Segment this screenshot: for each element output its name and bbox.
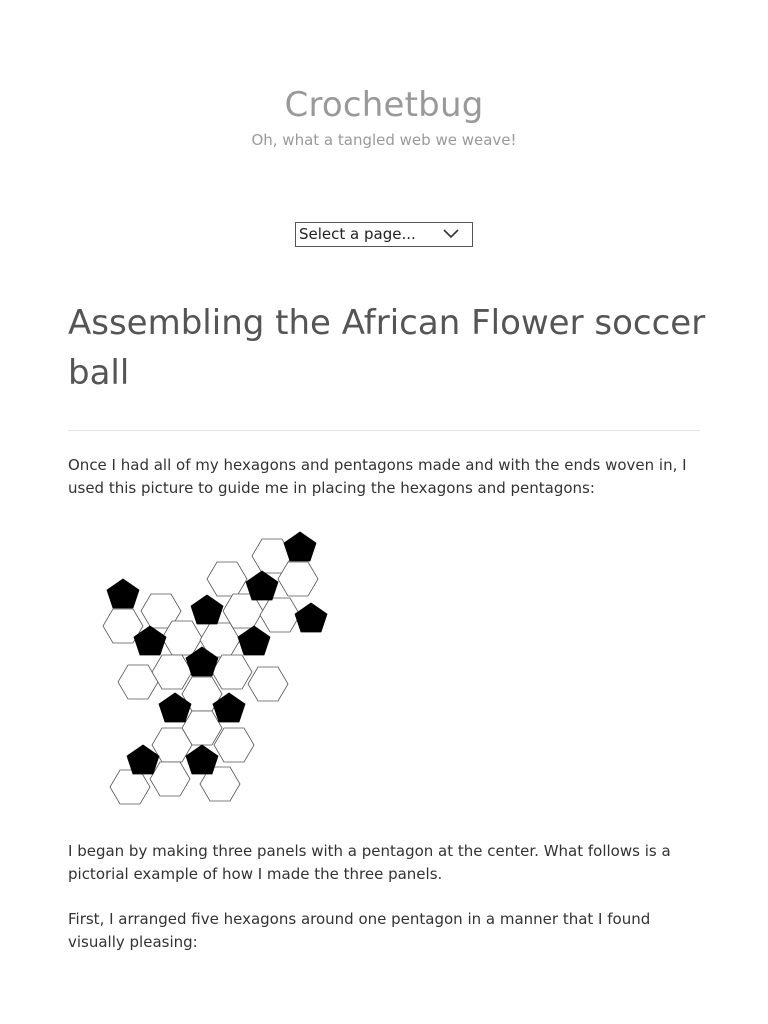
site-header — [0, 84, 768, 152]
post-paragraph-2: I began by making three panels with a pentagon at the center. What follows is a pictorial example of how I made the three panels. — [68, 842, 671, 883]
hexagon — [118, 665, 158, 699]
post-paragraph-3: First, I arranged five hexagons around one pentagon in a manner that I found visually pleasing: — [68, 910, 651, 951]
hexagon — [150, 762, 190, 796]
site-title-link[interactable]: Crochetbug — [284, 85, 484, 125]
pentagon — [295, 603, 327, 632]
hexagon — [212, 655, 252, 689]
chevron-down-icon — [442, 227, 460, 241]
hexagon — [260, 598, 300, 632]
hexagon — [110, 770, 150, 804]
soccer-ball-net-diagram — [96, 520, 346, 820]
hexagon — [248, 667, 288, 701]
page-select-dropdown[interactable] — [295, 222, 473, 247]
pentagon — [191, 595, 223, 624]
pentagon — [246, 571, 278, 600]
post-paragraph-1: Once I had all of my hexagons and pentagons made and with the ends woven in, I used this picture to guide me in placing the hexagons and pentagons: — [68, 456, 687, 497]
hexagon — [152, 655, 192, 689]
hexagon — [214, 728, 254, 762]
title-divider — [68, 430, 700, 431]
pentagon — [186, 745, 218, 774]
pentagon — [238, 626, 270, 655]
hexagon — [207, 562, 247, 596]
site-tagline: Oh, what a tangled web we weave! — [251, 131, 517, 149]
post-title: Assembling the African Flower soccer ball — [68, 303, 706, 393]
pentagon — [107, 579, 139, 608]
pentagon — [284, 532, 316, 561]
page-select-label: Select a page... — [299, 225, 416, 243]
